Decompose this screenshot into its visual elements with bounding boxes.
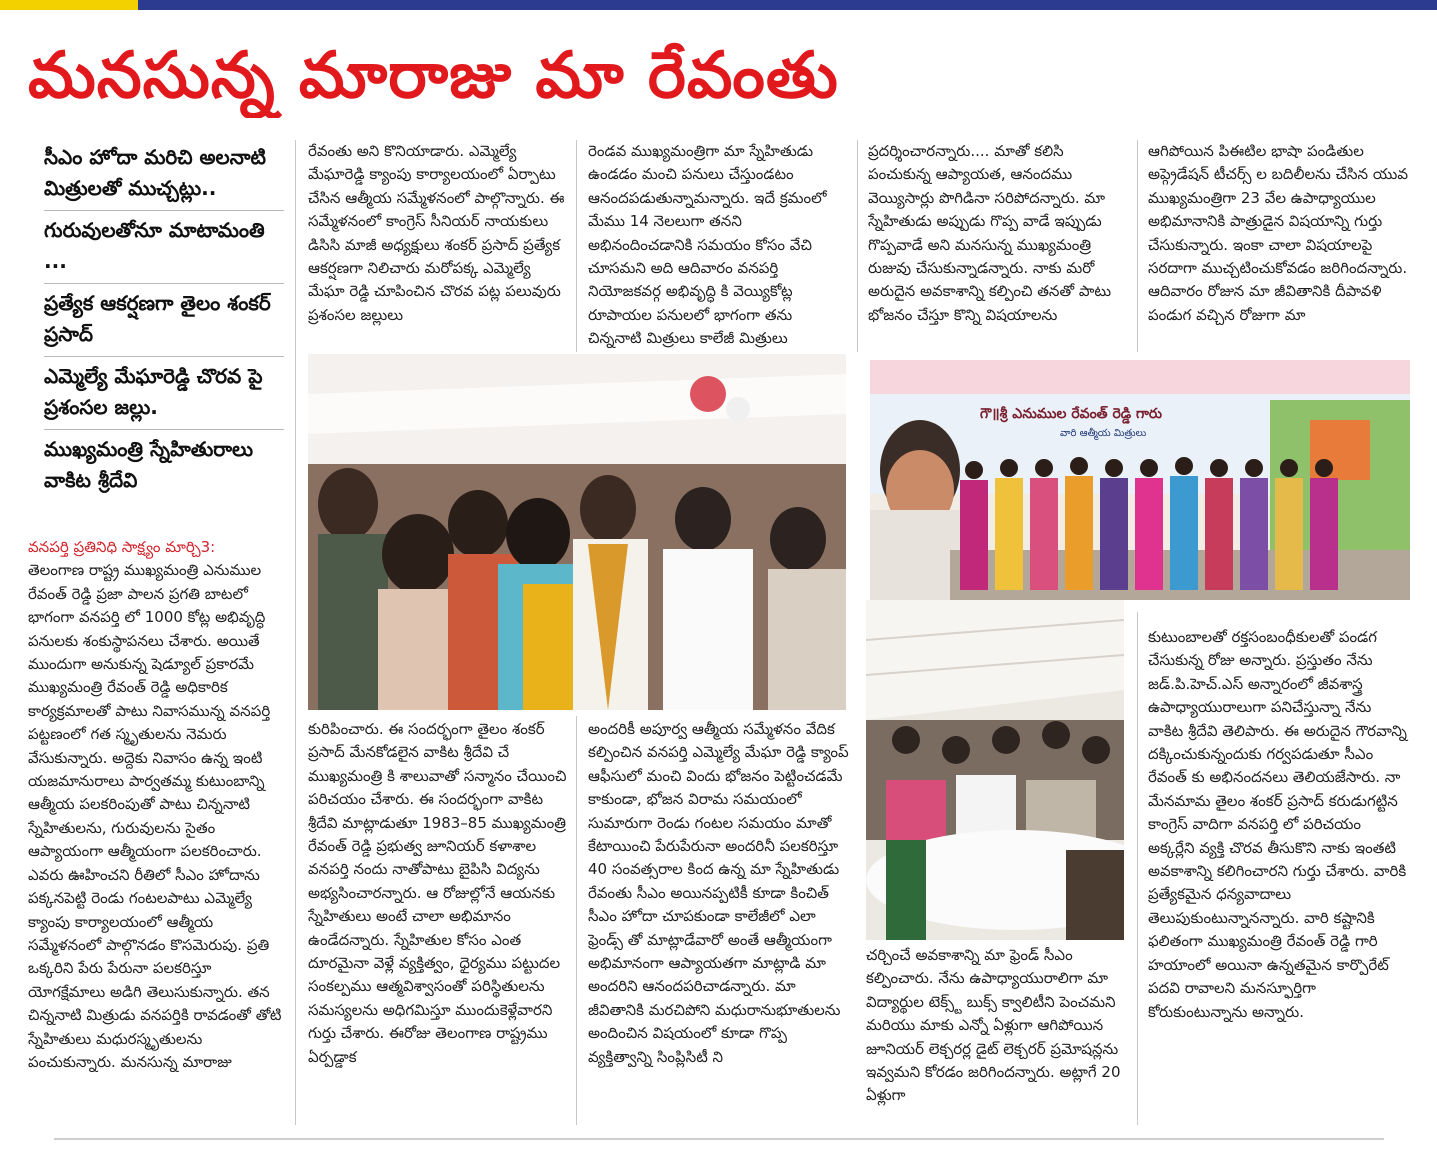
- column-divider: [295, 140, 296, 1125]
- article-column-2-top: [308, 140, 566, 348]
- article-text: ప్రదర్శించారన్నారు.... మాతో కలిసి పంచుకున్న ఆప్యాయత, ఆనందము వెయ్యిసార్లు పొగిడినా సరిపోదన్నారు. మా స్నేహితుడు అప్పుడు గొప్ప వాడే ఇప్పుడు గొప్పవాడే అని మనసున్న ముఖ్యమంత్రి రుజువు చేసుకున్నాడన్నారు. నాకు మరో అరుదైన అవకాశాన్ని కల్పించి తనతో పాటు భోజనం చేస్తూ కొన్ని విషయాలను: [868, 142, 1112, 324]
- photo-group-banner-image: [870, 360, 1410, 600]
- article-column-2-bottom: [308, 718, 568, 1122]
- article-text: కురిపించారు. ఈ సందర్భంగా తైలం శంకర్ ప్రసాద్ మేనకోడలైన వాకిట శ్రీదేవి చే ముఖ్యమంత్రి కి శాలువాతో సన్మానం చేయించి పరిచయం చేశారు. ఈ సందర్భంగా వాకిట శ్రీదేవి మాట్లాడుతూ 1983–85 ముఖ్యమంత్రి రేవంత్ రెడ్డి ప్రభుత్వ జూనియర్ కళాశాల వనపర్తి నందు నాతోపాటు బైపిసి విద్యను అభ్యసించారన్నారు. ఆ రోజుల్లోనే ఆయనకు స్నేహితులు అంటే చాలా అభిమానం ఉండేదన్నారు. స్నేహితుల కోసం ఎంత దూరమైనా వెళ్లే వ్యక్తిత్వం, ధైర్యము పట్టుదల సంకల్పము ఆత్మవిశ్వాసంతో పరిస్థితులను సమస్యలను అధిగమిస్తూ ముందుకెళ్లేవారని గుర్తు చేశారు. ఈరోజు తెలంగాణ రాష్ట్రము ఏర్పడ్డాక: [308, 720, 567, 1066]
- article-column-4-bottom: [866, 944, 1130, 1122]
- article-text: రెండవ ముఖ్యమంత్రిగా మా స్నేహితుడు ఉండడం మంచి పనులు చేస్తుండటం ఆనందపడుతున్నామన్నారు. ఇదే క్రమంలో మేము 14 నెలలుగా తనని అభినందించడానికి సమయం కోసం వేచి చూసమని అది ఆదివారం వనపర్తి నియోజకవర్గ అభివృద్ధి కి వెయ్యికోట్ల రూపాయల పనులలో భాగంగా తను చిన్ననాటి మిత్రులు కాలేజీ మిత్రులు: [588, 142, 827, 348]
- article-column-1: [28, 536, 286, 1122]
- highlights-box: [44, 138, 284, 502]
- column-divider: [1137, 140, 1138, 352]
- article-text: అందరికీ అపూర్వ ఆత్మీయ సమ్మేళనం వేదిక కల్పించిన వనపర్తి ఎమ్మెల్యే మేఘా రెడ్డి క్యాంప్ ఆఫీసులో మంచి విందు భోజనం పెట్టించడమే కాకుండా, భోజన విరామ సమయంలో సుమారుగా రెండు గంటల సమయం మాతో కేటాయించి పేరుపేరునా అందరినీ పలకరిస్తూ 40 సంవత్సరాల కింద ఉన్న మా స్నేహితుడు రేవంతు సీఎం అయినప్పటికీ కూడా కించిత్ సీఎం హోదా చూపకుండా కాలేజీలో ఎలా ఫ్రెండ్స్ తో మాట్లాడేవారో అంతే ఆత్మీయంగా అభిమానంగా ఆప్యాయతగా మాట్లాడి మా అందరిని ఆనందపరిచాడన్నారు. మా జీవితానికి మరచిపోని మధురానుభూతులను అందించిన విషయంలో కూడా గొప్ప వ్యక్తిత్వాన్ని సింప్లిసిటీ ని: [588, 720, 849, 1066]
- photo-lunch: [866, 600, 1124, 940]
- column-divider: [576, 716, 577, 1125]
- highlight-item: గురువులతోనూ మాటామంతి ...: [44, 211, 284, 284]
- article-column-3-top: [588, 140, 846, 348]
- column-divider: [576, 140, 577, 352]
- photo-cm-with-friends-image: [308, 354, 846, 710]
- photo-group-banner: [870, 360, 1410, 600]
- photo-lunch-image: [866, 600, 1124, 940]
- article-text: రేవంతు అని కొనియాడారు. ఎమ్మెల్యే మేఘారెడ్డి క్యాంపు కార్యాలయంలో ఏర్పాటు చేసిన ఆత్మీయ సమ్మేళనంలో పాల్గొన్నారు. ఈ సమ్మేళనంలో కాంగ్రెస్ సీనియర్ నాయకులు డిసిసి మాజీ అధ్యక్షులు శంకర్ ప్రసాద్ ప్రత్యేక ఆకర్షణగా నిలిచారు మరోపక్క ఎమ్మెల్యే మేఘా రెడ్డి చూపించిన చొరవ పట్ల పలువురు ప్రశంసల జల్లులు: [308, 142, 565, 324]
- article-text: కుటుంబాలతో రక్తసంబంధీకులతో పండగ చేసుకున్న రోజు అన్నారు. ప్రస్తుతం నేను జడ్.పి.హెచ్.ఎస్ అన్నారంలో జీవశాస్త్ర ఉపాధ్యాయురాలుగా పనిచేస్తున్నా నేను వాకిట శ్రీదేవి తెలిపారు. ఈ అరుదైన గౌరవాన్ని దక్కించుకున్నందుకు గర్వపడుతూ సీఎం రేవంత్ కు అభినందనలు తెలియజేసారు. నా మేనమామ తైలం శంకర్ ప్రసాద్ కరుడుగట్టిన కాంగ్రెస్ వాదిగా వనపర్తి లో పరిచయం అక్కర్లేని వ్యక్తి చొరవ తీసుకొని నాకు ఇంతటి అవకాశాన్ని కలిగించారని గుర్తు చేశారు. వారికి ప్రత్యేకమైన ధన్యవాదాలు తెలుపుకుంటున్నానన్నారు. వారి కష్టానికి ఫలితంగా ముఖ్యమంత్రి రేవంత్ రెడ్డి గారి హయాంలో అయినా ఉన్నతమైన కార్పొరేట్ పదవి రావాలని మనస్ఫూర్తిగా కోరుకుంటున్నాను అన్నారు.: [1148, 628, 1407, 1021]
- banner-subtitle: వారి ఆత్మీయ మిత్రులు: [1060, 428, 1147, 439]
- article-text: ఆగిపోయిన పిఈటిల భాషా పండితుల అప్గ్రెడేషన్ టీచర్స్ ల బదిలీలను చేసిన యువ ముఖ్యమంత్రిగా 23 వేల ఉపాధ్యాయుల అభిమానానికి పాత్రుడైన విషయాన్ని గుర్తు చేసుకున్నారు. ఇంకా చాలా విషయాలపై సరదాగా ముచ్చటించుకోవడం జరిగిందన్నారు. ఆదివారం రోజున మా జీవితానికి దీపావళి పండుగ వచ్చిన రోజుగా మా: [1148, 142, 1409, 324]
- photo-cm-with-friends: [308, 354, 846, 710]
- article-column-5-top: [1148, 140, 1410, 348]
- article-column-3-bottom: [588, 718, 850, 1122]
- top-color-bar: [0, 0, 1437, 10]
- article-text: తెలంగాణ రాష్ట్ర ముఖ్యమంత్రి ఎనుముల రేవంత్ రెడ్డి ప్రజా పాలన ప్రగతి బాటలో భాగంగా వనపర్తి లో 1000 కోట్ల అభివృద్ధి పనులకు శంకుస్థాపనలు చేశారు. అయితే ముందుగా అనుకున్న షెడ్యూల్ ప్రకారమే ముఖ్యమంత్రి రేవంత్ రెడ్డి అధికారిక కార్యక్రమాలతో పాటు నివాసమున్న వనపర్తి పట్టణంలో గత స్మృతులను నెమరు వేసుకున్నారు. అద్దెకు నివాసం ఉన్న ఇంటి యజమానురాలు పార్వతమ్మ కుటుంబాన్ని ఆత్మీయ పలకరింపుతో పాటు చిన్ననాటి స్నేహితులను, గురువులను సైతం ఆప్యాయంగా ఆత్మీయంగా పలకరించారు. ఎవరు ఊహించని రీతిలో సీఎం హోదాను పక్కనపెట్టి రెండు గంటలపాటు ఎమ్మెల్యే క్యాంపు కార్యాలయంలో ఆత్మీయ సమ్మేళనంలో పాల్గొనడం కొసమెరుపు. ప్రతి ఒక్కరిని పేరు పేరునా పలకరిస్తూ యోగక్షేమాలు అడిగి తెలుసుకున్నారు. తన చిన్ననాటి మిత్రుడు వనపర్తికి రావడంతో తోటి స్నేహితులు మధురస్మృతులను పంచుకున్నారు. మనసున్న మారాజు: [28, 561, 282, 1071]
- bottom-rule: [54, 1138, 1384, 1140]
- article-column-5-bottom: [1148, 626, 1410, 1122]
- column-divider: [857, 140, 858, 352]
- dateline: వనపర్తి ప్రతినిధి సాక్ష్యం మార్చి3:: [28, 538, 216, 556]
- highlight-item: ఎమ్మెల్యే మేఘారెడ్డి చొరవ పై ప్రశంసల జల్లు.: [44, 357, 284, 430]
- highlight-item: ప్రత్యేక ఆకర్షణగా తైలం శంకర్ ప్రసాద్: [44, 284, 284, 357]
- headline: మనసున్న మారాజు మా రేవంతు: [28, 39, 839, 113]
- column-divider: [1137, 612, 1138, 1125]
- highlight-item: ముఖ్యమంత్రి స్నేహితురాలు వాకిట శ్రీదేవి: [44, 437, 254, 492]
- highlight-item: సీఎం హోదా మరిచి అలనాటి మిత్రులతో ముచ్చట్లు..: [44, 138, 284, 211]
- article-column-4-top: [868, 140, 1130, 348]
- article-text: చర్చించే అవకాశాన్ని మా ఫ్రెండ్ సీఎం కల్పించారు. నేను ఉపాధ్యాయురాలిగా మా విద్యార్థుల టెక్స్ట్ బుక్స్ క్వాలిటీని పెంచమని మరియు మాకు ఎన్నో ఏళ్లుగా ఆగిపోయిన జూనియర్ లెక్చరర్ల డైట్ లెక్చరర్ ప్రమోషన్లను ఇవ్వమని కోరడం జరిగిందన్నారు. అట్లాగే 20 ఏళ్లుగా: [866, 946, 1121, 1105]
- banner-title: గౌ॥శ్రీ ఎనుముల రేవంత్ రెడ్డి గారు: [980, 406, 1163, 422]
- top-bar-accent: [0, 0, 138, 10]
